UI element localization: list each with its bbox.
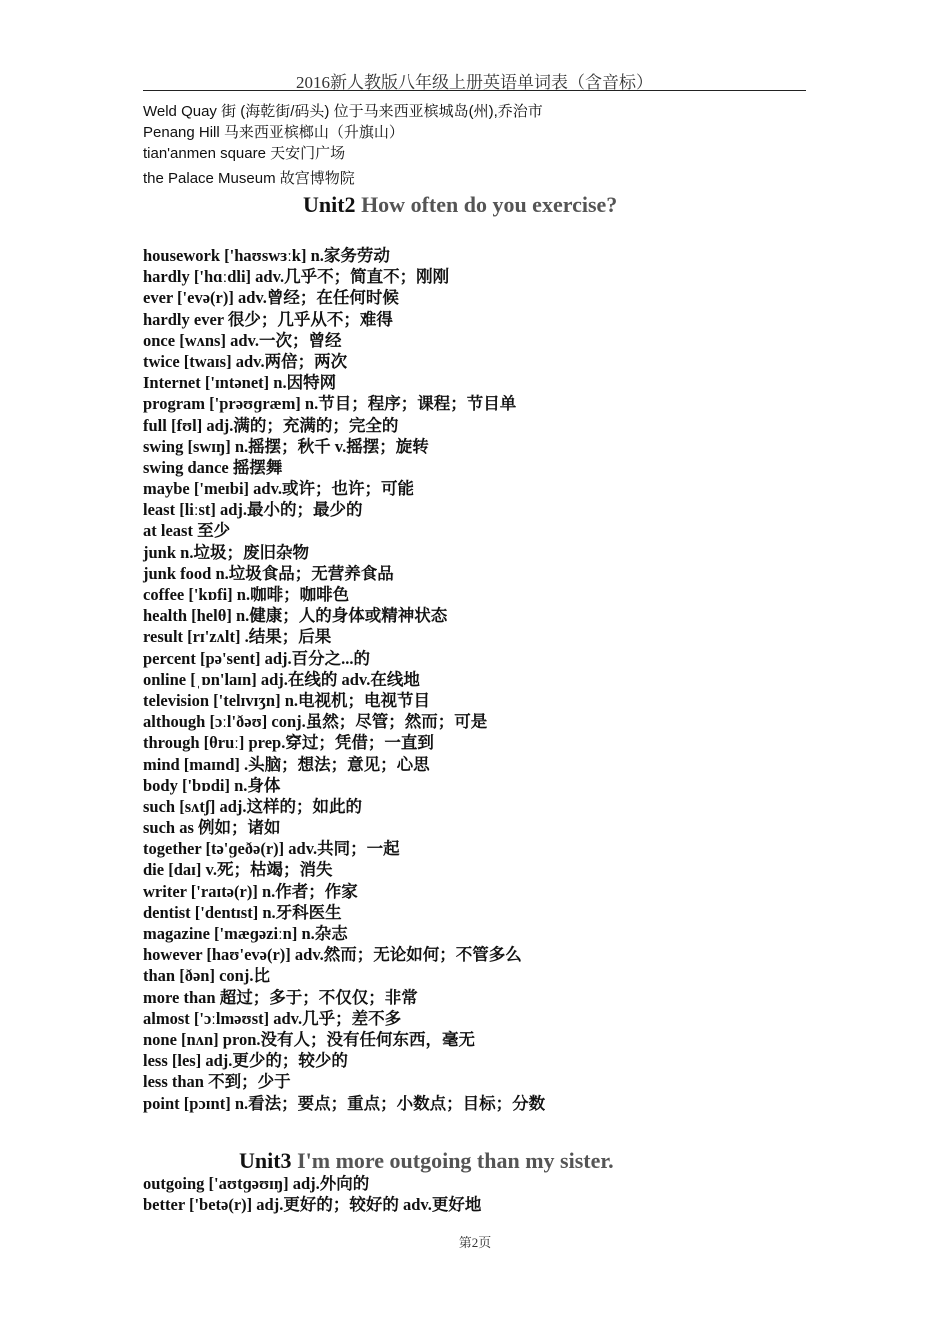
vocab-item: magazine ['mæɡəziːn] n.杂志: [143, 924, 348, 943]
vocab-item: online [ˌɒn'laɪn] adj.在线的 adv.在线地: [143, 669, 420, 689]
vocab-item: none [nʌn] pron.没有人；没有任何东西，毫无: [143, 1029, 476, 1049]
vocab-item: ever ['evə(r)] adv.曾经；在任何时候: [143, 288, 399, 308]
vocab-item: almost ['ɔːlməʊst] adv.几乎；差不多: [143, 1008, 402, 1028]
vocab-item: however [haʊ'evə(r)] adv.然而；无论如何；不管多么: [143, 945, 522, 965]
vocab-item: hardly ['hɑːdli] adv.几乎不；简直不；刚刚: [143, 267, 450, 287]
vocab-item: once [wʌns] adv.一次；曾经: [143, 330, 342, 350]
page-header-title: 2016新人教版八年级上册英语单词表（含音标）: [296, 73, 653, 92]
vocab-item: housework ['haʊswɜːk] n.家务劳动: [143, 246, 390, 265]
vocab-item: junk n.垃圾；废旧杂物: [143, 542, 309, 562]
unit2-number: Unit2: [303, 192, 356, 217]
vocab-item: least [liːst] adj.最小的；最少的: [143, 500, 363, 520]
vocab-item: such [sʌtʃ] adj.这样的；如此的: [143, 796, 363, 816]
vocab-item: point [pɔɪnt] n.看法；要点；重点；小数点；目标；分数: [143, 1093, 546, 1113]
unit3-heading: [239, 1148, 614, 1174]
unit3-vocab-list: [143, 1173, 481, 1215]
vocab-item: through [θruː] prep.穿过；凭借；一直到: [143, 733, 434, 753]
vocab-item: more than 超过；多于；不仅仅；非常: [143, 987, 418, 1007]
unit3-title: I'm more outgoing than my sister.: [297, 1148, 614, 1173]
vocab-item: hardly ever 很少；几乎从不；难得: [143, 309, 393, 329]
vocab-item: dentist ['dentɪst] n.牙科医生: [143, 902, 342, 922]
vocab-item: at least 至少: [143, 521, 231, 541]
page-number: 第2页: [458, 1235, 492, 1250]
vocab-item: than [ðən] conj.比: [143, 966, 270, 986]
vocab-item: better ['betə(r)] adj.更好的；较好的 adv.更好地: [143, 1195, 482, 1215]
vocab-item: result [rɪ'zʌlt] .结果；后果: [143, 627, 332, 647]
vocab-item: less than 不到；少于: [143, 1072, 291, 1092]
vocab-item: swing dance 摇摆舞: [143, 457, 283, 477]
unit2-heading: [303, 192, 617, 218]
vocab-item: together [tə'ɡeðə(r)] adv.共同；一起: [143, 839, 400, 859]
vocab-item: less [les] adj.更少的；较少的: [143, 1051, 348, 1071]
place-item: the Palace Museum 故宫博物院: [143, 170, 355, 187]
vocab-item: maybe ['meɪbi] adv.或许；也许；可能: [143, 479, 415, 499]
vocab-item: percent [pə'sent] adj.百分之...的: [143, 648, 371, 668]
vocab-item: such as 例如；诸如: [143, 818, 281, 838]
header-divider: [143, 90, 806, 91]
unit3-number: Unit3: [239, 1148, 292, 1173]
vocab-item: outgoing ['aʊtɡəʊɪŋ] adj.外向的: [143, 1174, 370, 1193]
vocab-item: writer ['raɪtə(r)] n.作者；作家: [143, 881, 358, 901]
vocab-item: mind [maɪnd] .头脑；想法；意见；心思: [143, 754, 430, 774]
unit2-vocab-list: [143, 245, 545, 1114]
vocab-item: junk food n.垃圾食品；无营养食品: [143, 563, 394, 583]
place-item: Penang Hill 马来西亚槟榔山（升旗山）: [143, 124, 404, 141]
vocab-item: twice [twaɪs] adv.两倍；两次: [143, 351, 348, 371]
place-names-list: [143, 101, 543, 189]
vocab-item: health [helθ] n.健康；人的身体或精神状态: [143, 606, 448, 626]
vocab-item: body ['bɒdi] n.身体: [143, 775, 281, 795]
vocab-item: coffee ['kɒfi] n.咖啡；咖啡色: [143, 585, 350, 604]
place-item: tian'anmen square 天安门广场: [143, 145, 346, 162]
vocab-item: full [fʊl] adj.满的；充满的；完全的: [143, 415, 399, 435]
vocab-item: television ['telɪvɪʒn] n.电视机；电视节目: [143, 690, 431, 710]
place-item: Weld Quay 街 (海乾街/码头) 位于马来西亚槟城岛(州),乔治市: [143, 103, 543, 120]
unit2-title: How often do you exercise?: [361, 192, 618, 217]
vocab-item: swing [swɪŋ] n.摇摆；秋千 v.摇摆；旋转: [143, 436, 429, 456]
vocab-item: program ['prəʊɡræm] n.节目；程序；课程；节目单: [143, 394, 517, 414]
vocab-item: die [daɪ] v.死；枯竭；消失: [143, 860, 333, 880]
vocab-item: Internet ['ɪntənet] n.因特网: [143, 373, 337, 393]
vocab-item: although [ɔːl'ðəʊ] conj.虽然；尽管；然而；可是: [143, 712, 488, 732]
